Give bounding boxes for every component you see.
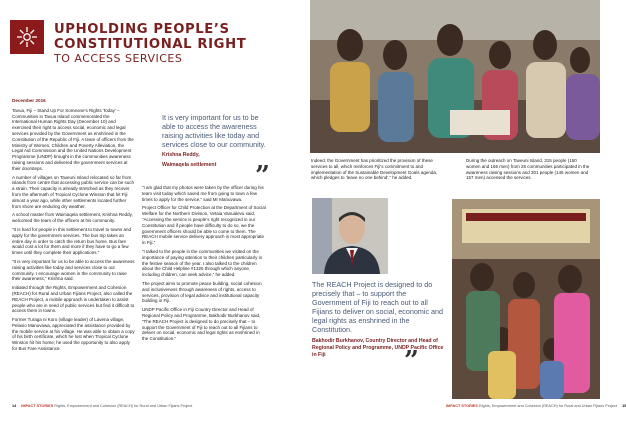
page-number: 15 <box>622 404 626 408</box>
ornament-icon <box>10 20 44 54</box>
paragraph: A number of villages on Taveuni Island relocated so far from islands from centre that accessing public service can be such a strain. Their capacity is already stretched as they recover from the aftermath of Tropical Cyclone Winston that hit Fiji almost a year ago, while other settlements located further from shore are enduring dry weather. <box>12 174 135 209</box>
page-number: 14 <box>12 404 17 408</box>
paragraph: “It is very important for us to be able to access the awareness raising activities like today and services close to our community. I encourage women in the community to raise their awareness,” Krishna said. <box>12 258 135 282</box>
paragraph: Tavua, Fiji – Stand Up For Someone’s Rights Today’ – Communities in Tavua Island commemorated the International Human Rights Day (December 10) and exercised their right to access social, economic and legal services provided by the Government as enshrined in the Constitution of the Republic of Fiji. A team of officers from the Ministry of Women, Children and Poverty Alleviation, the Legal Aid Commission and the United Nations Development Programme (UNDP) brought in the communities awareness raising sessions and delivered the government services at their doorsteps. <box>12 107 134 171</box>
footer-right <box>446 404 626 408</box>
pull-quote-org: Waimaqela settlement <box>162 162 217 168</box>
article-column-4 <box>466 158 592 184</box>
article-column-2 <box>142 185 266 345</box>
title-line-1: UPHOLDING PEOPLE’S <box>54 22 230 37</box>
pull-quote-bakhodir <box>312 280 446 359</box>
paragraph: Former Turaga ni Koro (village leader) of Lavena village, Pelasio Manuvawa, appreciated the assistance provided by the mobile service at his village. He was able to obtain a copy of his birth certificate, which he lost when Tropical Cyclone Winston hit his home; he used the opportunity to also apply for Bus Fare Assistance. <box>12 317 135 352</box>
pull-quote-name: Krishna Reddy, <box>162 152 200 158</box>
footer-text: Rights, Empowerment and Cohesion (REACH) for Rural and Urban Fijians Project <box>479 404 618 408</box>
mobile-service-photo <box>452 199 600 399</box>
paragraph: A school master from Waimaqela settlement, Krishna Reddy, welcomed the team of the officers at his community. <box>12 212 133 224</box>
portrait-photo <box>312 198 388 274</box>
community-group-photo <box>310 0 600 153</box>
paragraph: “I am glad that my photos were taken by the officer during his team visit today which saved me from going to town a few times to apply for the service,” said Mr Manuvawa. <box>142 185 264 202</box>
quote-mark-icon: ” <box>255 161 270 191</box>
pull-quote-name: Bakhodir Burkhanov, Country Director and Head of Regional Policy and Programme, UNDP Pacific Office in Fiji <box>312 338 444 358</box>
footer-left <box>12 404 192 408</box>
pull-quote-text: The REACH Project is designed to do precisely that – to support the Government of Fiji to reach out to all Fijians to deliver on social, economic and legal rights as enshrined in the Constitution. <box>312 280 444 334</box>
footer-brand: IMPACT STORIES <box>21 404 54 408</box>
dateline: December 2016 <box>12 98 46 103</box>
paragraph: “I talked to the people in the communities we visited on the importance of paying attention to their children particularly in the festive season of the year. I also talked to the children about the Child Helpline #1325 through which anyone, including children, can seek advice,” he added. <box>142 248 263 278</box>
page-title <box>54 22 304 66</box>
paragraph: Project Officer for Child Protection at the Department of Social Welfare for the Northern Division, Vetaia Vanualevu said, “Accessing the service is people’s right recognized in our Constitution and if people have difficulty to do so, we the government officers should be able to come to them. The REACH mobile service delivery approach is most appropriate in Fiji.” <box>142 205 266 246</box>
footer-brand: IMPACT STORIES <box>446 404 478 408</box>
article-column-1 <box>12 98 135 355</box>
paragraph: During the outreach on Taveuni Island, 315 people (150 women and 165 men) from 25 communities participated in the awareness raising sessions and 301 people (146 women and 157 men) accessed the services. <box>466 158 590 181</box>
title-line-2: CONSTITUTIONAL RIGHT <box>54 37 247 52</box>
paragraph: Indeed, the Government has prioritized the provision of these services to all, which reinforces Fiji’s commitment to and implementation of the Sustainable Development Goals agenda, which pledges to ‘leave no one behind’,” he added. <box>311 158 438 181</box>
paragraph: The project aims to promote peace building, social cohesion and inclusiveness through awareness of rights, access to services, provision of legal advice and institutional capacity building in Fiji. <box>142 280 262 304</box>
page-subtitle: TO ACCESS SERVICES <box>54 52 183 65</box>
paragraph: “It is hard for people in this settlement to travel to towns and apply for the government services. The bus trip takes an entire day in order to catch the return bus home. Bus fare would cost a lot for them and more if they have to go a few times until they complete their applications.” <box>12 226 132 256</box>
quote-mark-icon: ” <box>404 346 419 376</box>
pull-quote-text: It is very important for us to be able to access the awareness raising activities like today and services close to our community. <box>162 113 266 149</box>
pull-quote-krishna <box>162 113 270 169</box>
paragraph: Initiated through the Rights, Empowerment and Cohesion (REACH) for Rural and Urban Fijians Project, also called the REACH Project, a mobile approach is undertaken to assist people who are in need of public services but find it difficult to access them in towns. <box>12 285 135 314</box>
paragraph: UNDP Pacific Office in Fiji Country Director and Head of Regional Policy and Programme, Bakhodir Burkhanov said, “The REACH Project is designed to do precisely that – to support the Government of Fiji to reach out to all Fijians to deliver on social, economic and legal rights as enshrined in the Constitution.” <box>142 307 261 342</box>
footer-text: Rights, Empowerment and Cohesion (REACH) for Rural and Urban Fijians Project <box>54 404 193 408</box>
article-column-3 <box>311 158 445 184</box>
